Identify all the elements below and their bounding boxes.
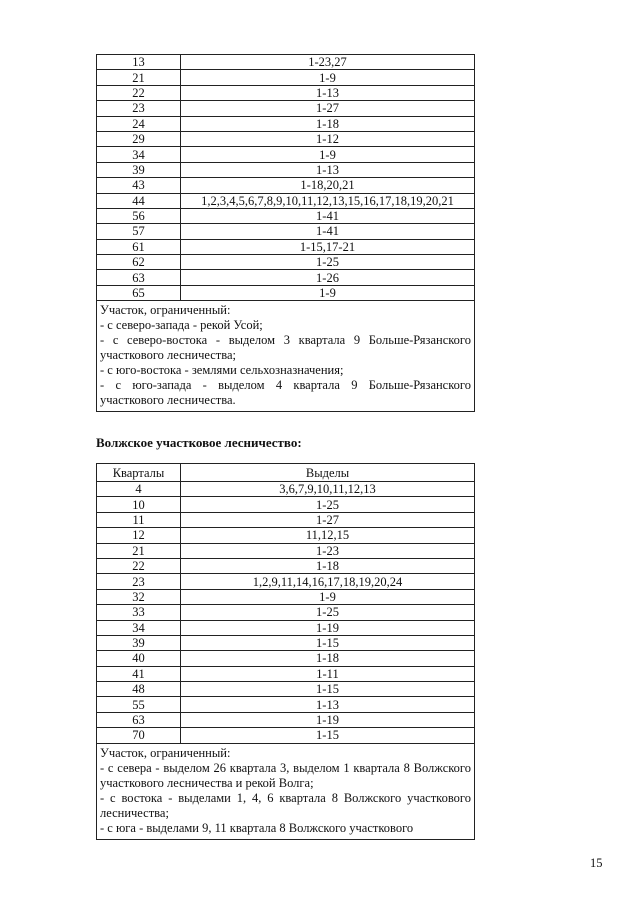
boundary-note <box>97 301 475 412</box>
boundary-note-row <box>97 301 475 412</box>
boundary-note <box>97 743 475 839</box>
table-row <box>97 620 475 635</box>
quarter-cell: 33 <box>97 605 181 620</box>
boundary-note-line: - с северо-востока - выделом 3 квартала 9 Больше-Рязанского участкового лесничества; <box>100 333 471 363</box>
sections-cell: 1-9 <box>181 589 475 604</box>
sections-cell: 1-13 <box>181 697 475 712</box>
quarter-cell: 13 <box>97 55 181 70</box>
sections-cell: 1,2,9,11,14,16,17,18,19,20,24 <box>181 574 475 589</box>
quarter-cell: 21 <box>97 70 181 85</box>
sections-cell: 1-25 <box>181 605 475 620</box>
table-row <box>97 131 475 146</box>
sections-cell: 3,6,7,9,10,11,12,13 <box>181 482 475 497</box>
table-row <box>97 697 475 712</box>
sections-cell: 1-18 <box>181 651 475 666</box>
quarter-cell: 62 <box>97 255 181 270</box>
quarter-cell: 22 <box>97 558 181 573</box>
sections-cell: 1-27 <box>181 512 475 527</box>
table-row <box>97 224 475 239</box>
table-row <box>97 512 475 527</box>
quarter-cell: 43 <box>97 178 181 193</box>
quarter-cell: 44 <box>97 193 181 208</box>
sections-cell: 1-18 <box>181 558 475 573</box>
boundary-note-line: - с юго-запада - выделом 4 квартала 9 Больше-Рязанского участкового лесничества. <box>100 378 471 408</box>
table-row <box>97 85 475 100</box>
boundary-note-line: - с юго-востока - землями сельхозназначения; <box>100 363 344 378</box>
quarter-cell: 63 <box>97 270 181 285</box>
quarters-table-2 <box>96 463 475 840</box>
quarter-cell: 4 <box>97 482 181 497</box>
table-row <box>97 712 475 727</box>
sections-cell: 1,2,3,4,5,6,7,8,9,10,11,12,13,15,16,17,18,19,20,21 <box>181 193 475 208</box>
quarter-cell: 48 <box>97 682 181 697</box>
quarter-cell: 41 <box>97 666 181 681</box>
quarter-cell: 57 <box>97 224 181 239</box>
table-row <box>97 497 475 512</box>
table-row <box>97 605 475 620</box>
sections-cell: 1-15 <box>181 728 475 743</box>
sections-cell: 1-13 <box>181 85 475 100</box>
quarter-cell: 39 <box>97 162 181 177</box>
column-header-sections: Выделы <box>181 464 475 482</box>
sections-cell: 1-13 <box>181 162 475 177</box>
table-header-row <box>97 464 475 482</box>
sections-cell: 1-19 <box>181 712 475 727</box>
table-row <box>97 162 475 177</box>
sections-cell: 1-41 <box>181 224 475 239</box>
sections-cell: 1-15,17-21 <box>181 239 475 254</box>
quarter-cell: 34 <box>97 620 181 635</box>
sections-cell: 11,12,15 <box>181 528 475 543</box>
sections-cell: 1-9 <box>181 70 475 85</box>
table-row <box>97 558 475 573</box>
table-row <box>97 208 475 223</box>
table-row <box>97 147 475 162</box>
sections-cell: 1-18 <box>181 116 475 131</box>
quarter-cell: 11 <box>97 512 181 527</box>
quarter-cell: 22 <box>97 85 181 100</box>
boundary-note-line: - с севера - выделом 26 квартала 3, выделом 1 квартала 8 Волжского участкового лесничества и рекой Волга; <box>100 760 471 790</box>
quarter-cell: 12 <box>97 528 181 543</box>
quarter-cell: 40 <box>97 651 181 666</box>
quarter-cell: 23 <box>97 101 181 116</box>
boundary-note-line: - с северо-запада - рекой Усой; <box>100 318 263 333</box>
table-row <box>97 178 475 193</box>
table-row <box>97 70 475 85</box>
quarter-cell: 70 <box>97 728 181 743</box>
quarter-cell: 39 <box>97 635 181 650</box>
sections-cell: 1-23,27 <box>181 55 475 70</box>
table-row <box>97 270 475 285</box>
table-row <box>97 682 475 697</box>
table-row <box>97 239 475 254</box>
table-row <box>97 255 475 270</box>
quarter-cell: 24 <box>97 116 181 131</box>
sections-cell: 1-9 <box>181 285 475 300</box>
boundary-note-line: Участок, ограниченный: <box>100 303 231 318</box>
quarter-cell: 65 <box>97 285 181 300</box>
sections-cell: 1-25 <box>181 497 475 512</box>
quarter-cell: 63 <box>97 712 181 727</box>
sections-cell: 1-15 <box>181 635 475 650</box>
sections-cell: 1-19 <box>181 620 475 635</box>
sections-cell: 1-18,20,21 <box>181 178 475 193</box>
quarters-table-1 <box>96 54 475 412</box>
quarter-cell: 56 <box>97 208 181 223</box>
table-row <box>97 116 475 131</box>
table-row <box>97 482 475 497</box>
table-row <box>97 666 475 681</box>
quarter-cell: 29 <box>97 131 181 146</box>
sections-cell: 1-41 <box>181 208 475 223</box>
table-row <box>97 193 475 208</box>
table-row <box>97 574 475 589</box>
table-row <box>97 589 475 604</box>
table-row <box>97 728 475 743</box>
quarter-cell: 21 <box>97 543 181 558</box>
quarter-cell: 61 <box>97 239 181 254</box>
sections-cell: 1-12 <box>181 131 475 146</box>
boundary-note-line: - с юга - выделами 9, 11 квартала 8 Волжского участкового <box>100 820 414 835</box>
quarter-cell: 32 <box>97 589 181 604</box>
quarter-cell: 55 <box>97 697 181 712</box>
sections-cell: 1-26 <box>181 270 475 285</box>
table-row <box>97 543 475 558</box>
table-row <box>97 528 475 543</box>
column-header-quarters: Кварталы <box>97 464 181 482</box>
page-number: 15 <box>590 856 603 870</box>
sections-cell: 1-9 <box>181 147 475 162</box>
table-row <box>97 285 475 300</box>
table-row <box>97 635 475 650</box>
quarter-cell: 23 <box>97 574 181 589</box>
sections-cell: 1-15 <box>181 682 475 697</box>
sections-cell: 1-23 <box>181 543 475 558</box>
sections-cell: 1-25 <box>181 255 475 270</box>
boundary-note-line: Участок, ограниченный: <box>100 745 231 760</box>
table-row <box>97 651 475 666</box>
table-row <box>97 55 475 70</box>
boundary-note-row <box>97 743 475 839</box>
sections-cell: 1-27 <box>181 101 475 116</box>
boundary-note-line: - с востока - выделами 1, 4, 6 квартала 8 Волжского участкового лесничества; <box>100 790 471 820</box>
table-row <box>97 101 475 116</box>
section-heading: Волжское участковое лесничество: <box>96 435 302 450</box>
quarter-cell: 10 <box>97 497 181 512</box>
sections-cell: 1-11 <box>181 666 475 681</box>
quarter-cell: 34 <box>97 147 181 162</box>
